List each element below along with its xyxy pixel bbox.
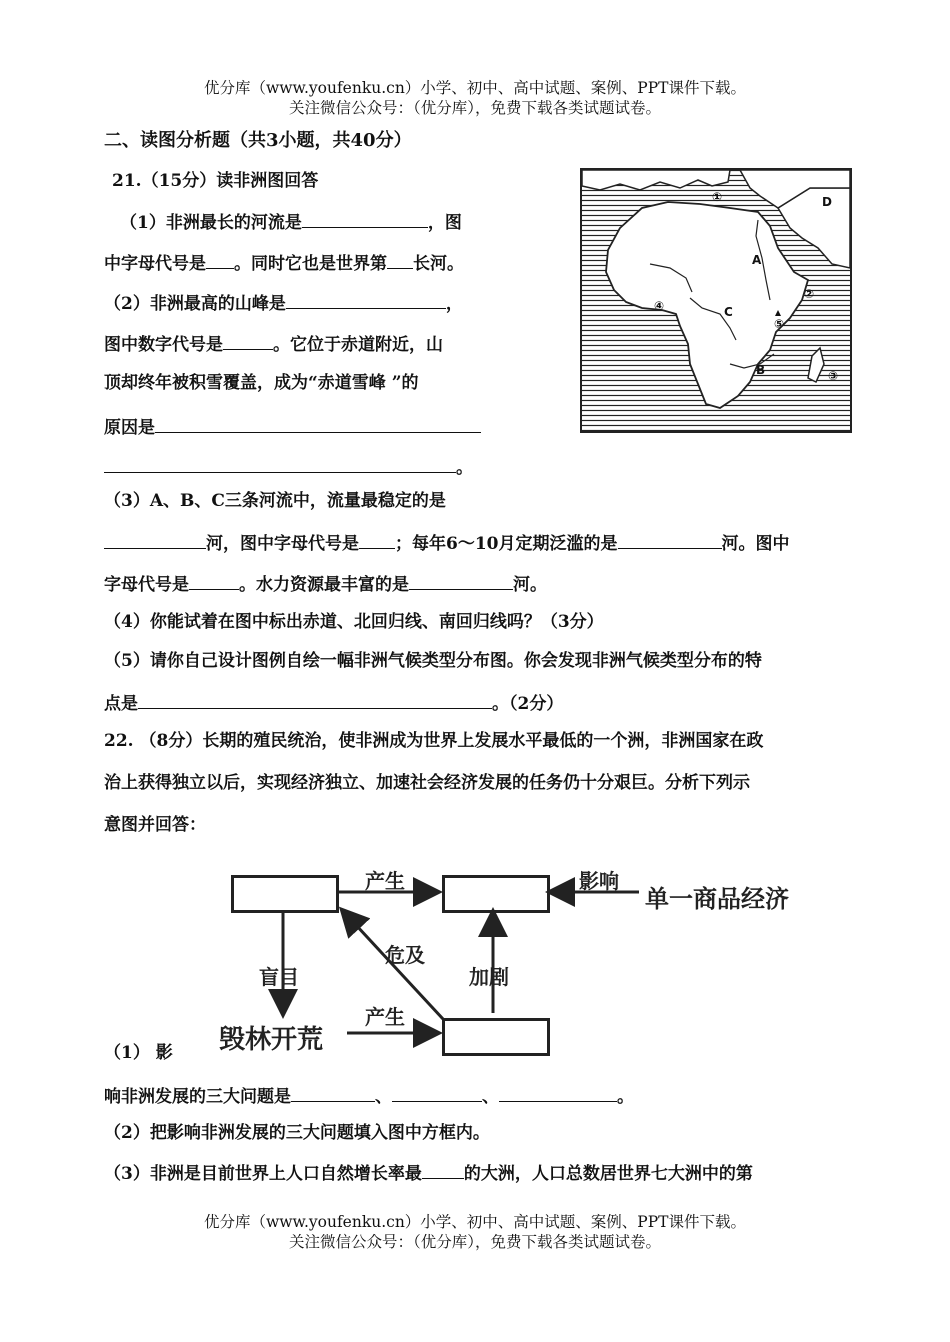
q22-line2: 治上获得独立以后，实现经济独立、加速社会经济发展的任务仍十分艰巨。分析下列示 [104, 773, 750, 793]
label-2: ② [804, 287, 815, 301]
label-B: B [756, 363, 766, 377]
section-title: 二、读图分析题（共3小题，共40分） [104, 130, 412, 151]
label-C: C [724, 305, 733, 319]
label-A: A [752, 253, 762, 267]
q21-p2-line3: 顶却终年被积雪覆盖，成为“赤道雪峰 ”的 [104, 373, 419, 393]
label-4: ④ [654, 299, 665, 313]
header-line-1: 优分库（www.youfenku.cn）小学、初中、高中试题、案例、PPT课件下载。 [203, 79, 747, 97]
footer-line-2: 关注微信公众号：（优分库），免费下载各类试题试卷。 [288, 1233, 661, 1251]
flow-label-produce-1: 产生 [365, 869, 405, 893]
q21-p5-line2: 点是 。（2分） [104, 690, 563, 715]
flow-diagram [215, 855, 840, 1060]
q21-p3-line3: 字母代号是 。水力资源最丰富的是 河。 [104, 571, 547, 596]
label-5: ⑤ [774, 317, 785, 331]
q22-q3: （3）非洲是目前世界上人口自然增长率最 的大洲，人口总数居世界七大洲中的第 [104, 1160, 753, 1185]
q22-line1: 22. （8分）长期的殖民统治，使非洲成为世界上发展水平最低的一个洲，非洲国家在政 [104, 731, 764, 751]
q22-q1-line: 响非洲发展的三大问题是 、 、 。 [104, 1083, 634, 1108]
flow-label-deforest: 毁林开荒 [219, 1025, 324, 1055]
q21-p2-line5: 。 [104, 454, 473, 479]
label-D: D [822, 195, 832, 209]
q22-q2: （2）把影响非洲发展的三大问题填入图中方框内。 [104, 1123, 490, 1143]
q21-p3-line1: （3）A、B、C三条河流中，流量最稳定的是 [104, 491, 446, 511]
q21-p2-line4: 原因是 [104, 414, 481, 439]
q22-line3: 意图并回答： [104, 815, 206, 835]
q21-title: 21.（15分）读非洲图回答 [112, 171, 319, 191]
flow-label-produce-2: 产生 [365, 1005, 405, 1029]
footer-line-1: 优分库（www.youfenku.cn）小学、初中、高中试题、案例、PPT课件下载。 [203, 1213, 747, 1231]
flow-label-endanger: 危及 [385, 943, 425, 967]
flow-label-blind: 盲目 [259, 965, 299, 989]
q21-p2-line2: 图中数字代号是 。它位于赤道附近，山 [104, 331, 443, 356]
q21-p1-line2: 中字母代号是 。同时它也是世界第 长河。 [104, 250, 464, 275]
africa-map [580, 168, 852, 433]
flow-label-single-economy: 单一商品经济 [645, 885, 789, 913]
flow-label-aggravate: 加剧 [469, 965, 509, 989]
label-1: ① [712, 190, 723, 204]
header-line-2: 关注微信公众号：（优分库），免费下载各类试题试卷。 [288, 99, 661, 117]
q21-p1-line1: （1）非洲最长的河流是 ，图 [120, 209, 462, 234]
q21-p3-line2: 河，图中字母代号是 ；每年6～10月定期泛滥的是 河。图中 [104, 530, 790, 555]
q22-q1-prefix: （1） 影 [104, 1043, 173, 1063]
flow-label-influence: 影响 [579, 869, 619, 893]
q21-p2-line1: （2）非洲最高的山峰是 ， [104, 290, 463, 315]
label-3: ③ [828, 369, 839, 383]
q21-p4: （4）你能试着在图中标出赤道、北回归线、南回归线吗？（3分） [104, 612, 604, 632]
q21-p5-line1: （5）请你自己设计图例自绘一幅非洲气候类型分布图。你会发现非洲气候类型分布的特 [104, 651, 762, 671]
